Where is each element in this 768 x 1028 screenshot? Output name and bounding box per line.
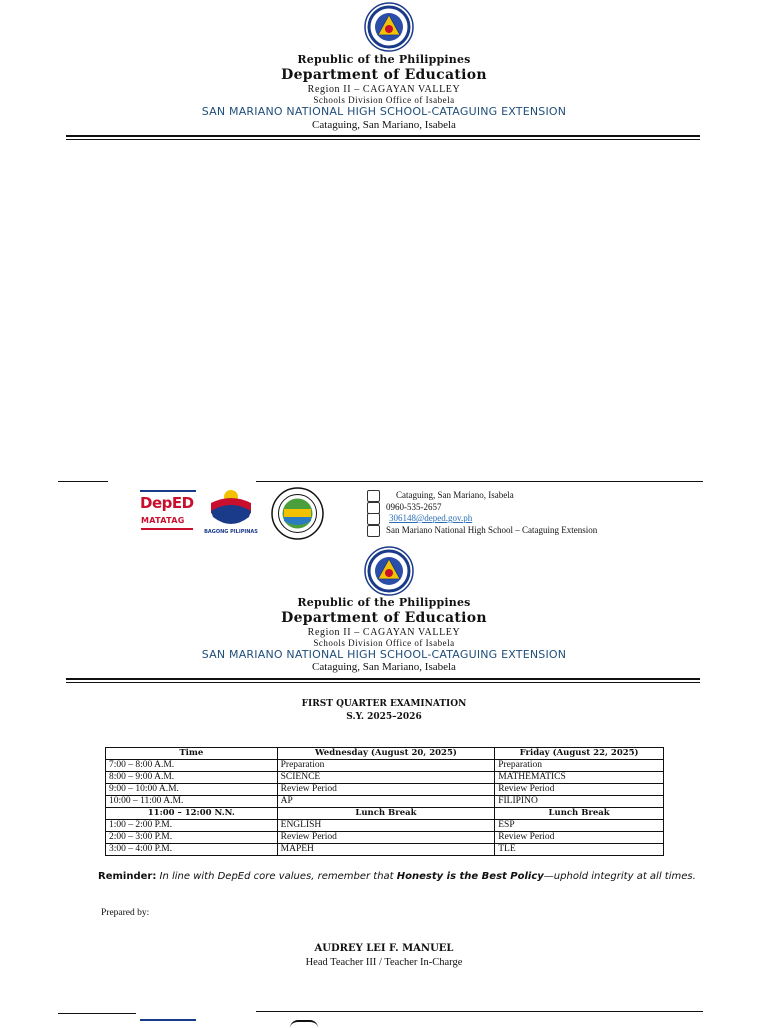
wednesday-cell: Review Period [277,832,495,844]
school-seal-partial-icon [290,1020,318,1028]
header-divider-thin [66,682,700,683]
deped-logo-text: DepED [140,494,194,512]
table-row [106,820,664,832]
reminder-emphasis: Honesty is the Best Policy [396,871,544,882]
bagong-pilipinas-text: BAGONG PILIPINAS [204,529,258,535]
deped-seal-icon [364,546,414,596]
division-text: Schools Division Office of Isabela [313,95,455,105]
reminder-body: In line with DepEd core values, remember that [159,871,397,882]
friday-cell: Review Period [495,832,664,844]
footer-line-right [256,1011,703,1012]
republic-text: Republic of the Philippines [297,53,471,66]
time-cell: 3:00 – 4:00 P.M. [106,844,278,856]
region-text: Region II – CAGAYAN VALLEY [307,84,461,95]
table-row [106,832,664,844]
time-cell: 1:00 – 2:00 P.M. [106,820,278,832]
reminder-closing: —uphold integrity at all times. [543,871,696,882]
location-icon [367,490,380,502]
friday-cell: Lunch Break [495,808,664,820]
exam-title: FIRST QUARTER EXAMINATION [301,699,467,709]
footer-line-right [256,481,703,482]
reminder-text [98,871,696,882]
facebook-icon [367,525,380,537]
time-cell: 9:00 – 10:00 A.M. [106,784,278,796]
time-cell: 2:00 – 3:00 P.M. [106,832,278,844]
contact-address: Cataguing, San Mariano, Isabela [396,490,514,501]
wednesday-cell: Preparation [277,760,495,772]
friday-cell: FILIPINO [495,796,664,808]
wednesday-cell: Lunch Break [277,808,495,820]
department-title: Department of Education [281,610,487,626]
footer-line-left [58,1013,136,1014]
friday-cell: TLE [495,844,664,856]
header-divider [66,678,700,680]
table-row [106,772,664,784]
deped-matatag-logo [140,490,196,536]
exam-school-year: S.Y. 2025–2026 [346,712,422,722]
contact-phone: 0960-535-2657 [386,502,442,513]
footer-line-left [58,481,108,482]
table-row [106,844,664,856]
wednesday-cell: SCIENCE [277,772,495,784]
time-cell: 7:00 – 8:00 A.M. [106,760,278,772]
friday-cell: Review Period [495,784,664,796]
contact-facebook: San Mariano National High School – Cataguing Extension [386,525,598,536]
exam-schedule-table [105,747,664,856]
republic-text: Republic of the Philippines [297,596,471,609]
table-row-lunch [106,808,664,820]
school-address: Cataguing, San Mariano, Isabela [312,119,456,131]
division-text: Schools Division Office of Isabela [313,638,455,648]
wednesday-cell: ENGLISH [277,820,495,832]
reminder-label: Reminder: [98,871,157,882]
footer-contact [367,490,667,540]
signatory-position: Head Teacher III / Teacher In-Charge [305,957,463,968]
time-cell: 8:00 – 9:00 A.M. [106,772,278,784]
friday-cell: Preparation [495,760,664,772]
bagong-pilipinas-logo [203,485,259,539]
contact-email-link[interactable]: 306148@deped.gov.ph [389,513,473,524]
time-cell: 10:00 – 11:00 A.M. [106,796,278,808]
wednesday-cell: AP [277,796,495,808]
deped-matatag-logo-partial [140,1019,196,1021]
header-divider [66,135,700,137]
table-row [106,784,664,796]
wednesday-cell: MAPEH [277,844,495,856]
bagong-pilipinas-emblem-icon [203,485,259,529]
school-name: SAN MARIANO NATIONAL HIGH SCHOOL-CATAGUING EXTENSION [201,105,567,118]
department-title: Department of Education [281,67,487,83]
signatory-name: AUDREY LEI F. MANUEL [314,943,454,954]
time-cell: 11:00 – 12:00 N.N. [106,808,278,820]
school-address: Cataguing, San Mariano, Isabela [312,661,456,673]
email-icon [367,513,380,525]
table-header-row [106,748,664,760]
prepared-by-label: Prepared by: [101,908,150,918]
school-seal-icon [271,487,324,540]
matatag-logo-text: MATATAG [141,516,185,525]
column-header-time: Time [106,748,278,760]
friday-cell: MATHEMATICS [495,772,664,784]
table-row [106,760,664,772]
header-divider-thin [66,139,700,140]
table-row [106,796,664,808]
friday-cell: ESP [495,820,664,832]
column-header-wednesday: Wednesday (August 20, 2025) [277,748,495,760]
region-text: Region II – CAGAYAN VALLEY [307,627,461,638]
wednesday-cell: Review Period [277,784,495,796]
deped-seal-icon [364,2,414,52]
school-name: SAN MARIANO NATIONAL HIGH SCHOOL-CATAGUING EXTENSION [201,648,567,661]
column-header-friday: Friday (August 22, 2025) [495,748,664,760]
